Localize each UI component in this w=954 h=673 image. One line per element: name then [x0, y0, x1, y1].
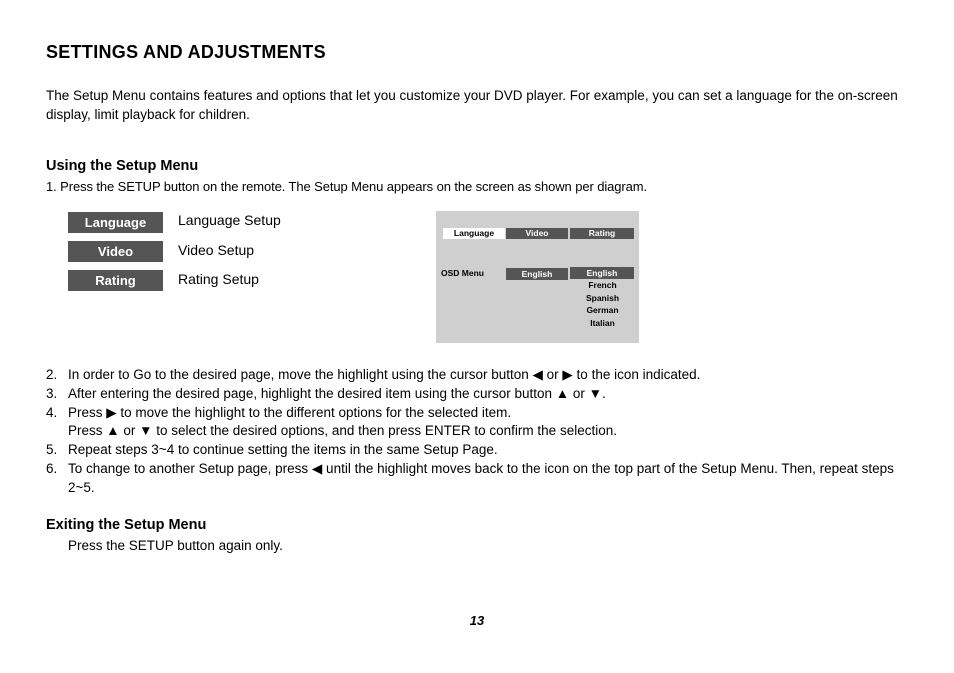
step-number: 2. — [46, 367, 58, 382]
diagram-option: Spanish — [585, 292, 620, 303]
legend-rating-desc: Rating Setup — [178, 271, 259, 287]
step-text: To change to another Setup page, press ◀ until the highlight moves back to the icon on the top part of the Setup Menu. Then, repeat steps 2~5. — [68, 460, 894, 495]
diagram-option-highlight: English — [570, 267, 634, 279]
step-1: 1. Press the SETUP button on the remote. The Setup Menu appears on the screen as shown per diagram. — [46, 179, 647, 194]
step-text: Press ▶ to move the highlight to the different options for the selected item. — [68, 404, 512, 420]
setup-menu-diagram — [436, 211, 639, 343]
step-number: 6. — [46, 460, 58, 476]
legend-rating-button: Rating — [68, 270, 163, 291]
step-item — [46, 366, 926, 385]
diagram-tab-video: Video — [506, 228, 568, 239]
intro-paragraph: The Setup Menu contains features and options that let you customize your DVD player. For example, you can set a language for the on-screen display, limit playback for children. — [46, 88, 898, 122]
step-item — [46, 460, 908, 498]
steps-list — [46, 366, 926, 498]
diagram-osd-menu-label: OSD Menu — [441, 268, 484, 278]
exiting-setup-text: Press the SETUP button again only. — [68, 538, 283, 553]
step-text: Repeat steps 3~4 to continue setting the items in the same Setup Page. — [68, 442, 498, 458]
legend-video-desc: Video Setup — [178, 242, 255, 258]
step-number: 4. — [46, 404, 58, 420]
step-item — [46, 441, 926, 460]
legend-video-button: Video — [68, 241, 163, 262]
diagram-option-list — [570, 279, 635, 329]
diagram-option: German — [586, 305, 619, 316]
step-text: In order to Go to the desired page, move the highlight using the cursor button ◀ or ▶ to the icon indicated. — [68, 367, 701, 382]
diagram-current-value: English — [506, 268, 568, 280]
diagram-option: Italian — [590, 317, 615, 328]
step-number: 5. — [46, 442, 58, 458]
legend-language-desc: Language Setup — [178, 212, 281, 228]
legend-language-button: Language — [68, 212, 163, 233]
step-text: After entering the desired page, highlight the desired item using the cursor button ▲ or ▼. — [68, 385, 606, 401]
diagram-tab-language: Language — [443, 228, 505, 239]
using-setup-heading: Using the Setup Menu — [46, 158, 199, 174]
step-item — [46, 404, 926, 442]
step-item — [46, 385, 926, 404]
page-number: 13 — [469, 613, 485, 628]
diagram-tab-rating: Rating — [570, 228, 634, 239]
step-number: 3. — [46, 385, 58, 401]
diagram-option: French — [588, 280, 617, 290]
step-text: Press ▲ or ▼ to select the desired options, and then press ENTER to confirm the selection. — [68, 423, 617, 439]
exiting-setup-heading: Exiting the Setup Menu — [46, 517, 207, 533]
page-title: SETTINGS AND ADJUSTMENTS — [46, 42, 326, 62]
